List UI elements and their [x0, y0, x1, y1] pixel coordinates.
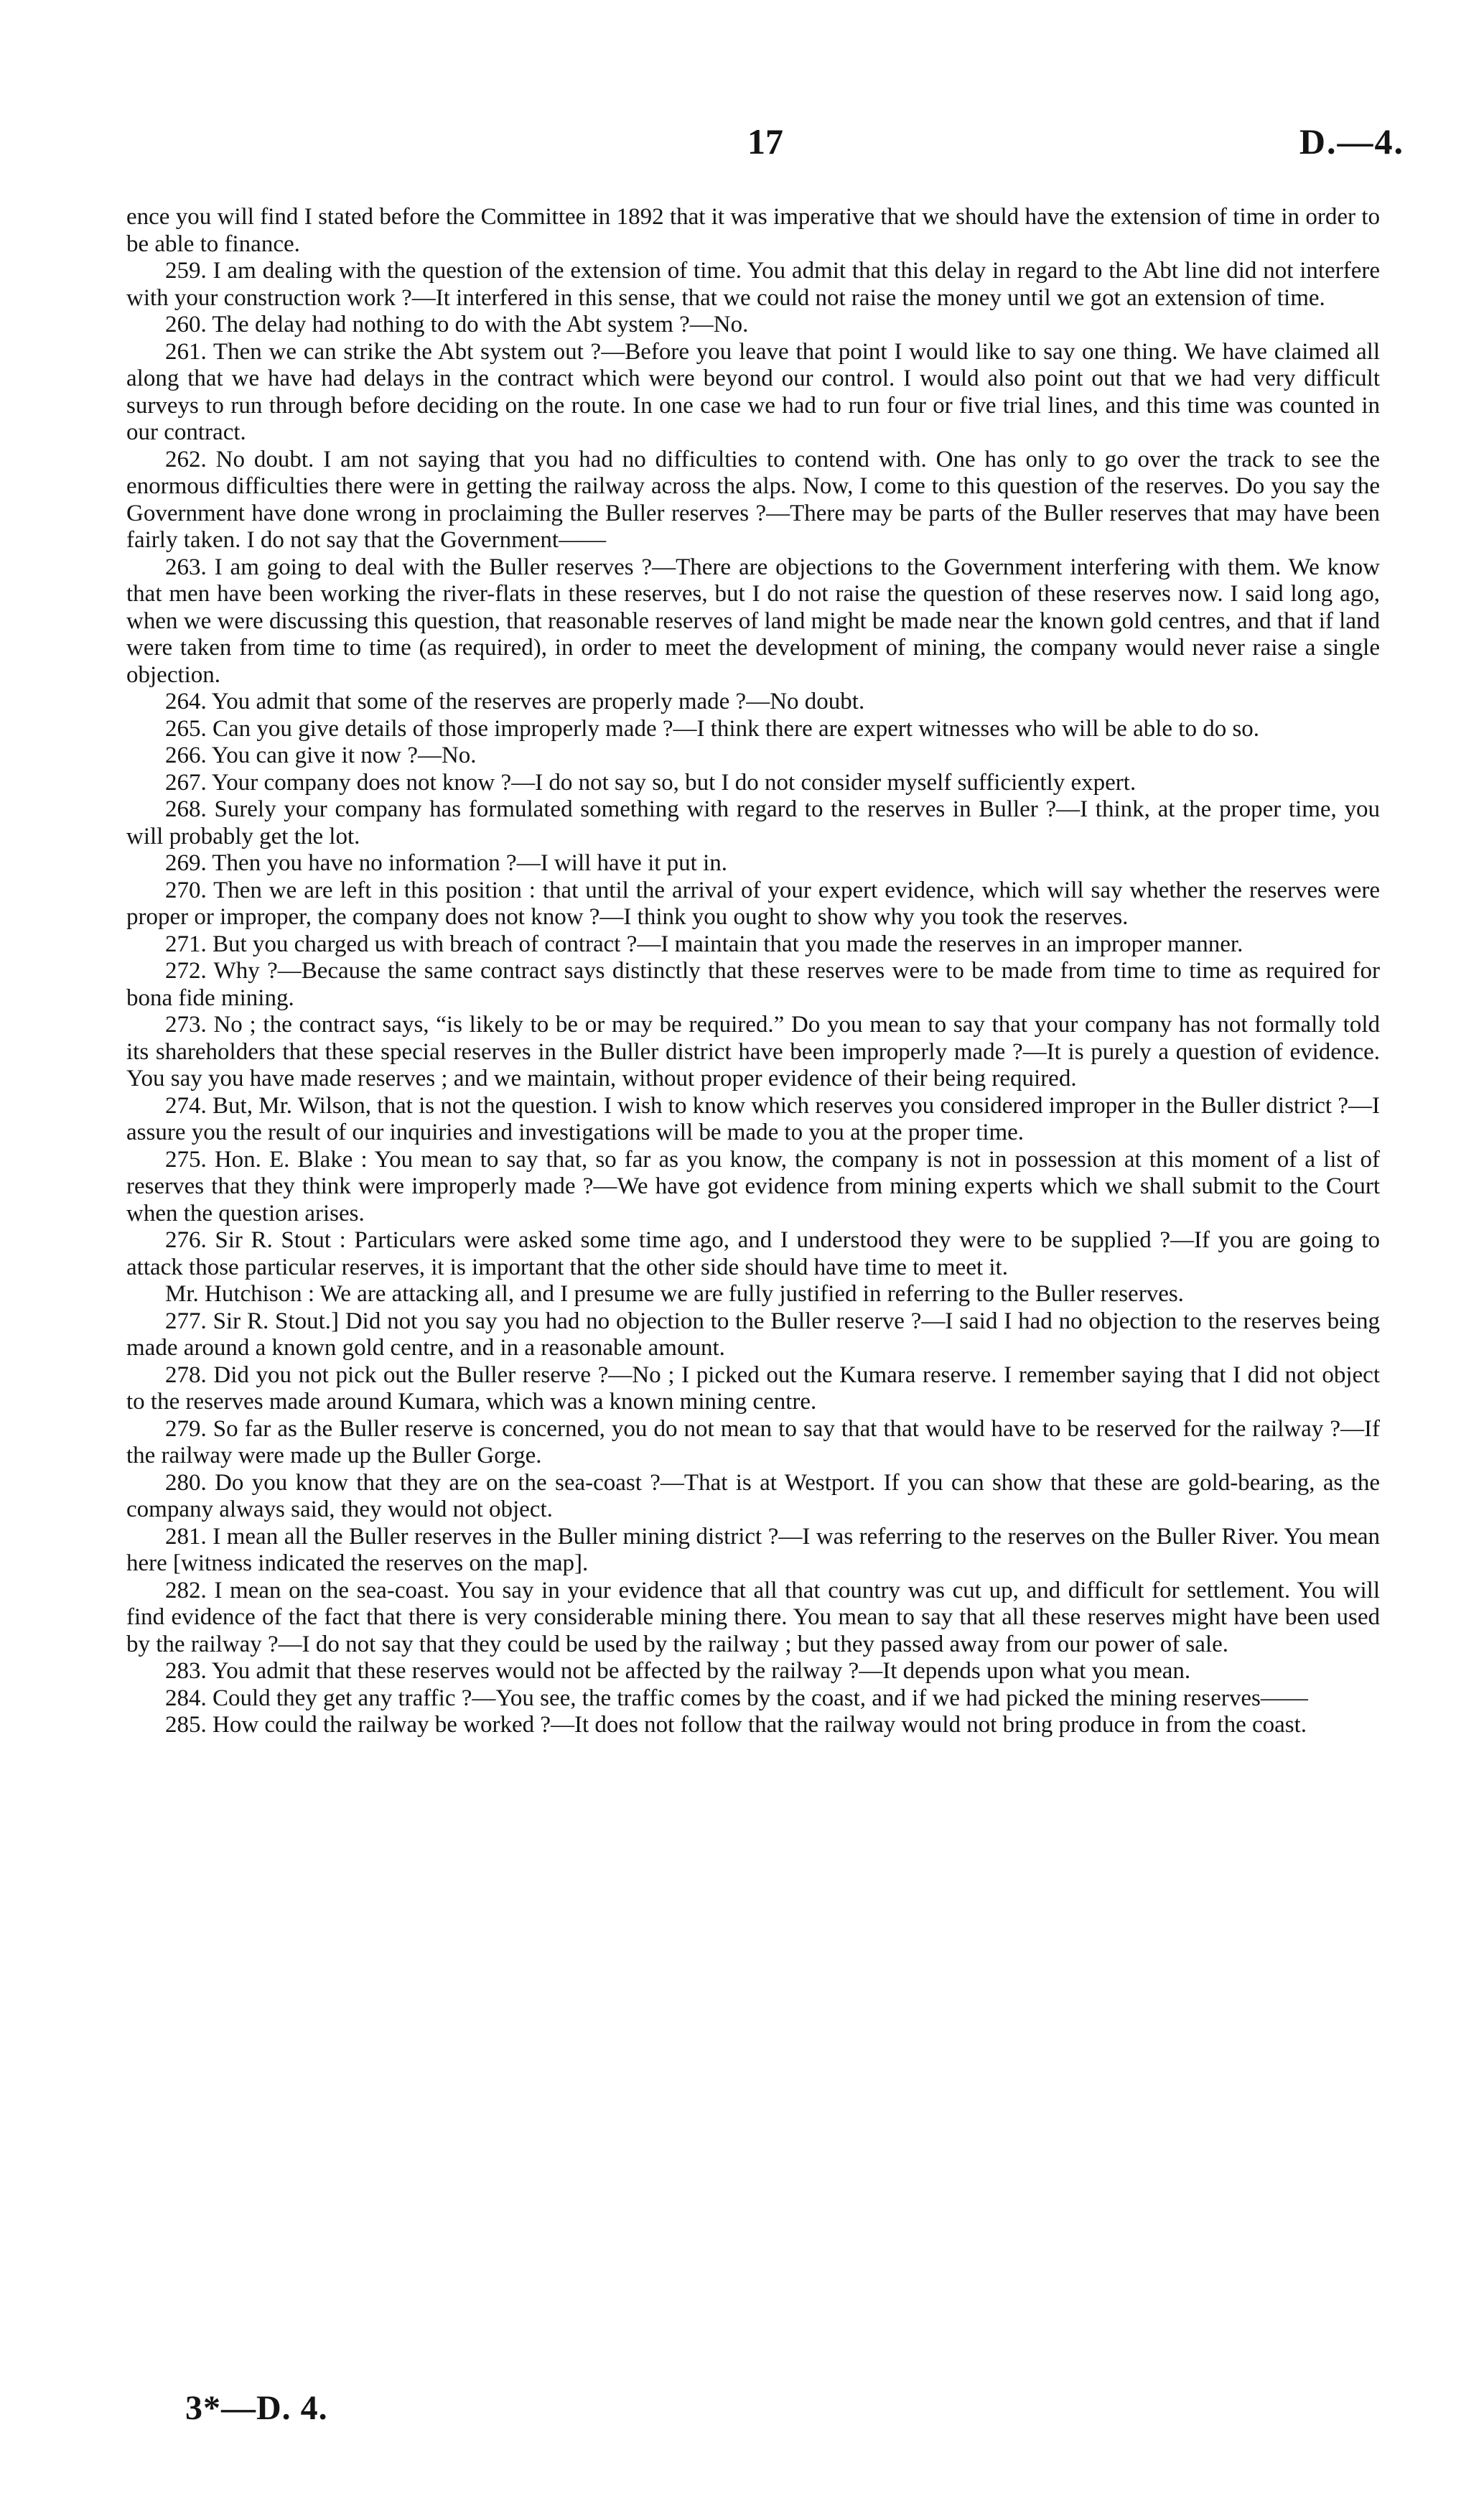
paragraph: 279. So far as the Buller reserve is concerned, you do not mean to say that that would have to be reserved for the railway ?—If the railway were made up the Buller Gorge.: [126, 1415, 1380, 1468]
signature-mark: 3*—D. 4.: [185, 2389, 328, 2427]
paragraph: 269. Then you have no information ?—I will have it put in.: [165, 850, 727, 876]
paragraph: 261. Then we can strike the Abt system out ?—Before you leave that point I would like to say one thing. We have claimed all along that we have had delays in the contract which were beyond our control. I would also point out that we had very difficult surveys to run through before deciding on the route. In one case we had to run four or five trial lines, and this time was counted in our contract.: [126, 338, 1380, 445]
page-number: 17: [747, 121, 783, 162]
document-body: [126, 204, 1380, 1739]
paragraph: 259. I am dealing with the question of the extension of time. You admit that this delay in regard to the Abt line did not interfere with your construction work ?—It interfered in this sense, that we could not raise the money until we got an extension of time.: [126, 258, 1380, 311]
paragraph: 282. I mean on the sea-coast. You say in your evidence that all that country was cut up, and difficult for settlement. You will find evidence of the fact that there is very considerable mining there. You mean to say that all these reserves might have been used by the railway ?—I do not say that they could be used by the railway ; but they passed away from our power of sale.: [126, 1577, 1380, 1657]
paragraph: 268. Surely your company has formulated something with regard to the reserves in Buller ?—I think, at the proper time, you will probably get the lot.: [126, 796, 1380, 849]
paragraph: 280. Do you know that they are on the sea-coast ?—That is at Westport. If you can show that these are gold-bearing, as the company always said, they would not object.: [126, 1469, 1380, 1522]
paragraph: 267. Your company does not know ?—I do not say so, but I do not consider myself sufficiently expert.: [165, 769, 1137, 796]
page-header: [126, 121, 1404, 171]
paragraph: 285. How could the railway be worked ?—It does not follow that the railway would not bring produce in from the coast.: [165, 1712, 1307, 1738]
paragraph: ence you will find I stated before the Committee in 1892 that it was imperative that we should have the extension of time in order to be able to finance.: [126, 204, 1380, 257]
document-reference: D.—4.: [1299, 121, 1404, 162]
paragraph: 260. The delay had nothing to do with the Abt system ?—No.: [165, 312, 749, 337]
paragraph: 266. You can give it now ?—No.: [165, 742, 477, 768]
paragraph: 272. Why ?—Because the same contract says distinctly that these reserves were to be made from time to time as required for bona fide mining.: [126, 958, 1380, 1011]
paragraph: 271. But you charged us with breach of contract ?—I maintain that you made the reserves in an improper manner.: [165, 931, 1243, 957]
paragraph: 278. Did you not pick out the Buller reserve ?—No ; I picked out the Kumara reserve. I remember saying that I did not object to the reserves made around Kumara, which was a known mining centre.: [126, 1361, 1380, 1415]
paragraph: 281. I mean all the Buller reserves in the Buller mining district ?—I was referring to the reserves on the Buller River. You mean here [witness indicated the reserves on the map].: [126, 1523, 1380, 1576]
paragraph: 275. Hon. E. Blake : You mean to say that, so far as you know, the company is not in possession at this moment of a list of reserves that they think were improperly made ?—We have got evidence from mining experts which we shall submit to the Court when the question arises.: [126, 1146, 1380, 1226]
paragraph: 277. Sir R. Stout.] Did not you say you had no objection to the Buller reserve ?—I said I had no objection to the reserves being made around a known gold centre, and in a reasonable amount.: [126, 1308, 1380, 1361]
paragraph: 283. You admit that these reserves would not be affected by the railway ?—It depends upon what you mean.: [165, 1658, 1191, 1684]
paragraph: 273. No ; the contract says, “is likely to be or may be required.” Do you mean to say that your company has not formally told its shareholders that these special reserves in the Buller district have been improperly made ?—It is purely a question of evidence. You say you have made reserves ; and we maintain, without proper evidence of their being required.: [126, 1012, 1380, 1091]
paragraph: 284. Could they get any traffic ?—You see, the traffic comes by the coast, and if we had picked the mining reserves——: [165, 1685, 1308, 1711]
paragraph: 270. Then we are left in this position : that until the arrival of your expert evidence, which will say whether the reserves were proper or improper, the company does not know ?—I think you ought to show why you took the reserves.: [126, 877, 1380, 930]
paragraph: 262. No doubt. I am not saying that you had no difficulties to contend with. One has only to go over the track to see the enormous difficulties there were in getting the railway across the alps. Now, I come to this question of the reserves. Do you say the Government have done wrong in proclaiming the Buller reserves ?—There may be parts of the Buller reserves that may have been fairly taken. I do not say that the Government——: [126, 446, 1380, 553]
paragraph: 274. But, Mr. Wilson, that is not the question. I wish to know which reserves you considered improper in the Buller district ?—I assure you the result of our inquiries and investigations will be made to you at the proper time.: [126, 1092, 1380, 1145]
paragraph: 276. Sir R. Stout : Particulars were asked some time ago, and I understood they were to be supplied ?—If you are going to attack those particular reserves, it is important that the other side should have time to meet it.: [126, 1227, 1380, 1280]
paragraph: 264. You admit that some of the reserves are properly made ?—No doubt.: [165, 689, 865, 714]
paragraph: 263. I am going to deal with the Buller reserves ?—There are objections to the Government interfering with them. We know that men have been working the river-flats in these reserves, but I do not raise the question of these reserves now. I said long ago, when we were discussing this question, that reasonable reserves of land might be made near the known gold centres, and that if land were taken from time to time (as required), in order to meet the development of mining, the company would never raise a single objection.: [126, 554, 1380, 688]
paragraph: 265. Can you give details of those improperly made ?—I think there are expert witnesses who will be able to do so.: [165, 715, 1260, 742]
paragraph: Mr. Hutchison : We are attacking all, and I presume we are fully justified in referring to the Buller reserves.: [165, 1281, 1184, 1307]
